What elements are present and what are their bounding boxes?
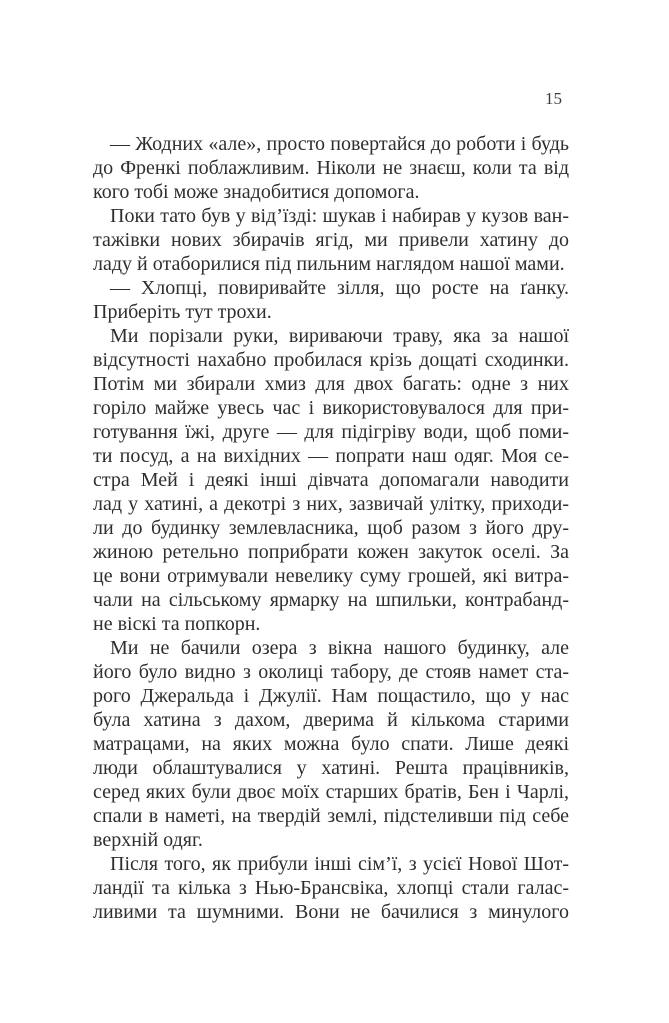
- text-line: Після того, як прибули інші сім’ї, з усієї Нової Шот-: [110, 853, 569, 875]
- text-line: Потім ми збирали хмиз для двох багать: одне з них: [93, 373, 569, 395]
- text-line: тажівки нових збирачів ягід, ми привели хатину до: [93, 229, 569, 251]
- text-line: стра Мей і деякі інші дівчата допомагали наводити: [93, 469, 569, 491]
- text-line: ландії та кілька з Нью-Брансвіка, хлопці стали галас-: [93, 877, 569, 899]
- text-line: верхній одяг.: [93, 829, 203, 851]
- text-line: рого Джеральда і Джулії. Нам пощастило, що у нас: [93, 685, 569, 707]
- text-line: готування їжі, друге — для підігріву води, щоб поми-: [93, 421, 569, 443]
- text-line: лад у хатині, а декотрі з них, зазвичай улітку, приходи-: [93, 493, 569, 515]
- text-line: відсутності нахабно пробилася крізь дощаті сходинки.: [93, 349, 569, 371]
- text-line: жиною ретельно поприбрати кожен закуток оселі. За: [93, 541, 569, 563]
- text-line: матрацами, на яких можна було спати. Лише деякі: [93, 733, 569, 755]
- text-line: була хатина з дахом, дверима й кількома старими: [93, 709, 569, 731]
- text-line: Ми порізали руки, вириваючи траву, яка за нашої: [110, 325, 569, 347]
- paragraph: [93, 324, 569, 636]
- text-line: — Хлопці, повиривайте зілля, що росте на ґанку.: [110, 277, 569, 299]
- text-line: його було видно з околиці табору, де стояв намет ста-: [93, 661, 569, 683]
- text-line: до Френкі поблажливим. Ніколи не знаєш, коли та від: [93, 157, 569, 179]
- text-line: спали в наметі, на твердій землі, підстеливши під себе: [93, 805, 569, 827]
- paragraph: [93, 276, 569, 324]
- text-line: ли до будинку землевласника, щоб разом з його дру-: [93, 517, 569, 539]
- paragraph: [93, 132, 569, 204]
- page-number: 15: [545, 89, 562, 108]
- text-line: кого тобі може знадобитися допомога.: [93, 181, 420, 203]
- text-line: горіло майже увесь час і використовувалося для при-: [93, 397, 569, 419]
- paragraph: [93, 204, 569, 276]
- text-line: Поки тато був у від’їзді: шукав і набирав у кузов ван-: [110, 205, 569, 227]
- paragraph: [93, 636, 569, 852]
- text-line: не віскі та попкорн.: [93, 613, 261, 635]
- text-line: ладу й отаборилися під пильним наглядом нашої мами.: [93, 253, 565, 275]
- text-line: Ми не бачили озера з вікна нашого будинку, але: [110, 637, 569, 659]
- text-line: — Жодних «але», просто повертайся до роботи і будь: [110, 133, 569, 155]
- text-line: це вони отримували невелику суму грошей, які витра-: [93, 565, 569, 587]
- text-line: чали на сільському ярмарку на шпильки, контрабанд-: [93, 589, 569, 611]
- text-line: ти посуд, а на вихідних — попрати наш одяг. Моя се-: [93, 445, 569, 467]
- text-line: серед яких були двоє моїх старших братів, Бен і Чарлі,: [93, 781, 569, 803]
- text-line: ливими та шумними. Вони не бачилися з минулого: [93, 901, 569, 923]
- text-line: Приберіть тут трохи.: [93, 301, 272, 323]
- paragraph: [93, 852, 569, 924]
- text-line: люди облаштувалися у хатині. Решта працівників,: [93, 757, 569, 779]
- text-block: [93, 132, 569, 924]
